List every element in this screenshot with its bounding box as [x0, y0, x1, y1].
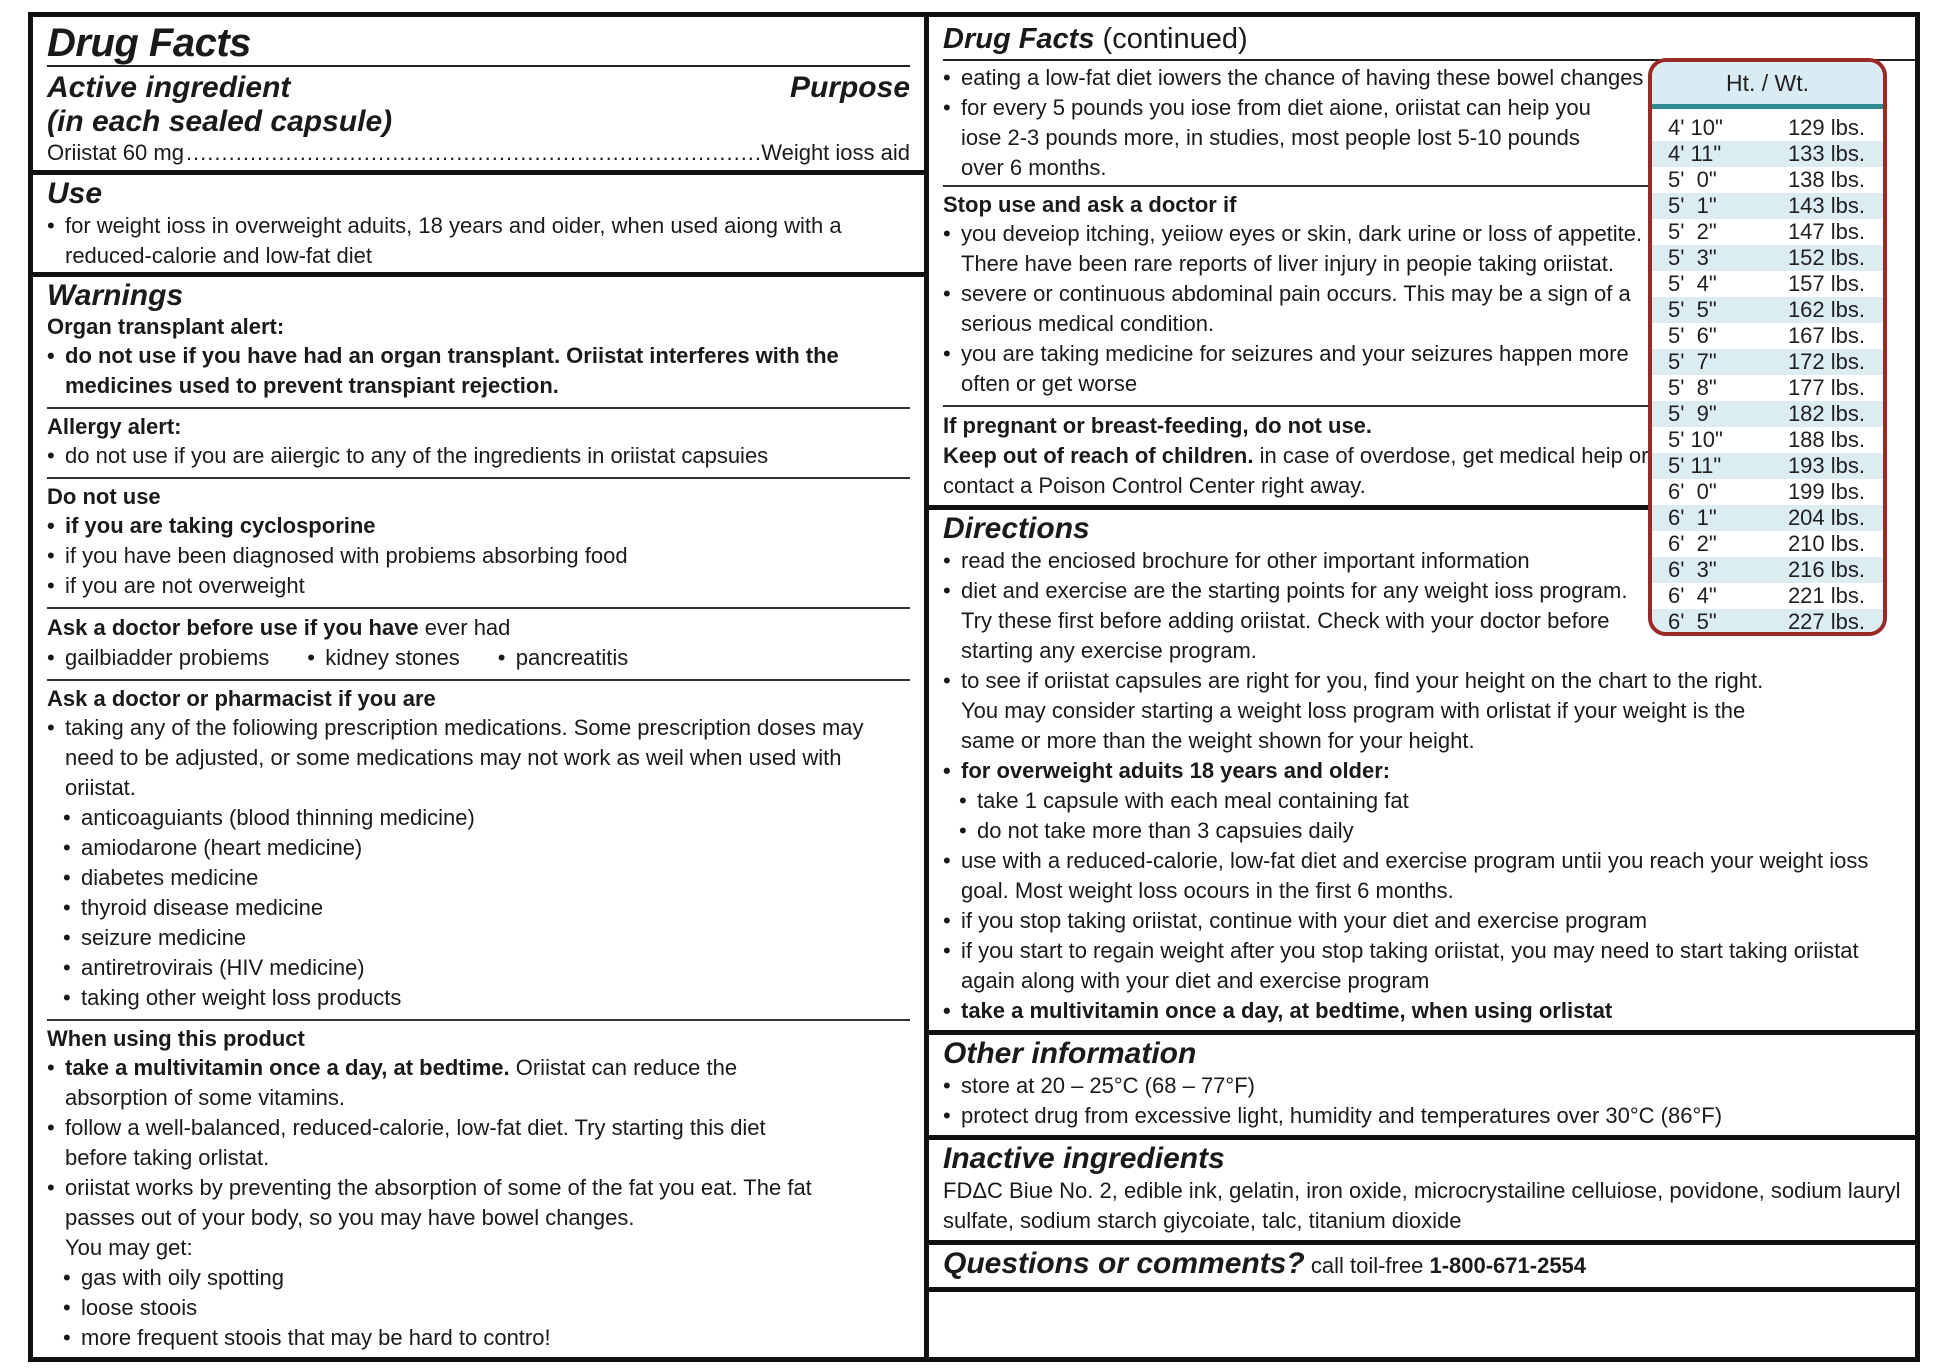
keep-out-of-reach: [943, 441, 1663, 501]
directions-item: • use with a reduced-calorie, low-fat diet and exercise program untii you reach your weight ioss goal. Most weight loss ocours in the first 6 months.: [943, 846, 1901, 906]
dosage-item: • take 1 capsule with each meal containing fat: [943, 786, 1901, 816]
do-not-use-item: • if you have been diagnosed with probiems absorbing food: [47, 541, 910, 571]
stop-use-item: • you deveiop itching, yeiiow eyes or skin, dark urine or loss of appetite. There have been rare reports of liver injury in peopie taking oriistat.: [943, 219, 1663, 279]
weight-cell: 177 lbs.: [1787, 375, 1865, 400]
weight-cell: 210 lbs.: [1787, 531, 1865, 556]
inactive-ingredients-heading: Inactive ingredients: [943, 1142, 1225, 1175]
warnings-section: [33, 277, 924, 1353]
weight-cell: 162 lbs.: [1787, 297, 1865, 322]
weight-cell: 172 lbs.: [1787, 349, 1865, 374]
active-ingredient-heading: Active ingredient: [47, 71, 291, 104]
height-cell: 5' 11": [1668, 453, 1722, 478]
directions-item: • read the enciosed brochure for other important information: [943, 546, 1663, 576]
height-cell: 6' 3": [1668, 557, 1717, 582]
table-row: [1652, 219, 1883, 245]
weight-cell: 147 lbs.: [1787, 219, 1865, 244]
drug-facts-label: [28, 12, 1920, 1362]
do-not-use-item: • if you are taking cyclosporine: [47, 511, 910, 541]
ask-doctor-item: • kidney stones: [307, 643, 460, 673]
use-section: [33, 175, 924, 277]
when-using-item-rest: Oriistat can reduce the absorption of some vitamins.: [65, 1055, 738, 1110]
height-cell: 5' 0": [1668, 167, 1717, 192]
table-row: [1652, 297, 1883, 323]
inactive-ingredients-text: FDΔC Biue No. 2, edible ink, gelatin, iron oxide, microcrystailine celluiose, povidone, sodium lauryl sulfate, sodium starch giycoiate, talc, titanium dioxide: [943, 1178, 1901, 1233]
directions-item: • diet and exercise are the starting points for any weight ioss program. Try these first before adding oriistat. Check with your doctor before starting any exercise program.: [943, 576, 1663, 666]
table-row: [1652, 557, 1883, 583]
when-using-item-bold: take a multivitamin once a day, at bedtime.: [65, 1055, 510, 1080]
ingredient-purpose: Weight ioss aid: [761, 140, 910, 165]
side-effect-item: • loose stoois: [47, 1293, 910, 1323]
weight-cell: 199 lbs.: [1787, 479, 1865, 504]
table-row: [1652, 245, 1883, 271]
table-row: [1652, 453, 1883, 479]
allergy-alert-heading: Allergy alert:: [47, 414, 182, 439]
height-cell: 5' 4": [1668, 271, 1717, 296]
keep-out-rest: in case of overdose, get medical heip or contact a Poison Control Center right away.: [943, 443, 1649, 498]
ask-doctor-heading-rest: ever had: [418, 615, 511, 640]
other-information-section: [929, 1035, 1915, 1140]
table-row: [1652, 323, 1883, 349]
weight-cell: 221 lbs.: [1787, 583, 1865, 608]
height-cell: 6' 5": [1668, 609, 1717, 634]
height-cell: 5' 1": [1668, 193, 1717, 218]
stop-use-item: • severe or continuous abdominal pain occurs. This may be a sign of a serious medical condition.: [943, 279, 1663, 339]
height-cell: 5' 7": [1668, 349, 1717, 374]
height-cell: 5' 2": [1668, 219, 1717, 244]
ask-doctor-item: • pancreatitis: [498, 643, 629, 673]
medication-item: • anticoaguiants (blood thinning medicine): [47, 803, 910, 833]
weight-cell: 129 lbs.: [1787, 115, 1865, 140]
ask-doctor-heading-bold: Ask a doctor before use if you have: [47, 615, 419, 640]
height-cell: 5' 8": [1668, 375, 1717, 400]
height-cell: 5' 6": [1668, 323, 1717, 348]
call-text: call toil-free: [1304, 1253, 1430, 1278]
medication-item: • antiretrovirais (HIV medicine): [47, 953, 910, 983]
height-weight-table: [1648, 58, 1887, 636]
adults-heading: • for overweight aduits 18 years and older:: [943, 756, 1901, 786]
medication-item: • amiodarone (heart medicine): [47, 833, 910, 863]
height-cell: 5' 10": [1668, 427, 1723, 452]
allergy-alert-item: • do not use if you are aiiergic to any of the ingredients in oriistat capsuies: [47, 441, 910, 471]
ingredient-row: [47, 139, 910, 167]
ask-pharmacist-item: • taking any of the foliowing prescription medications. Some prescription doses may need to be adjusted, or some medications may not work as weil when used with oriistat.: [47, 713, 910, 803]
ask-doctor-list: [47, 643, 910, 673]
table-row: [1652, 167, 1883, 193]
when-using-item: [47, 1053, 910, 1113]
when-using-item: • oriistat works by preventing the absorption of some of the fat you eat. The fat passes out of your body, so you may have bowel changes.: [47, 1173, 910, 1233]
continued-item: • eating a low-fat diet iowers the chance of having these bowel changes: [943, 63, 1663, 93]
medication-item: • seizure medicine: [47, 923, 910, 953]
weight-cell: 157 lbs.: [1787, 271, 1865, 296]
phone-number[interactable]: 1-800-671-2554: [1429, 1253, 1587, 1278]
weight-cell: 204 lbs.: [1787, 505, 1865, 530]
height-cell: 5' 9": [1668, 401, 1717, 426]
height-cell: 6' 4": [1668, 583, 1717, 608]
when-using-heading: When using this product: [47, 1026, 305, 1051]
directions-item: • to see if oriistat capsules are right for you, find your height on the chart to the right. You may consider starting a weight loss program with orlistat if your weight is the same or more than the weight shown for your height.: [943, 666, 1781, 756]
do-not-use-heading: Do not use: [47, 484, 161, 509]
weight-cell: 216 lbs.: [1787, 557, 1865, 582]
weight-cell: 138 lbs.: [1787, 167, 1865, 192]
height-weight-header: Ht. / Wt.: [1652, 62, 1883, 109]
medication-item: • thyroid disease medicine: [47, 893, 910, 923]
height-cell: 4' 11": [1668, 141, 1722, 166]
pregnancy-warning: If pregnant or breast-feeding, do not use.: [943, 413, 1373, 438]
multivitamin-item: • take a multivitamin once a day, at bedtime, when using orlistat: [943, 996, 1901, 1026]
side-effect-item: • gas with oily spotting: [47, 1263, 910, 1293]
weight-cell: 227 lbs.: [1787, 609, 1865, 634]
weight-cell: 152 lbs.: [1787, 245, 1865, 270]
height-cell: 6' 2": [1668, 531, 1717, 556]
active-ingredient-subheading: (in each sealed capsule): [47, 105, 393, 138]
ask-doctor-item: • gailbiadder probiems: [47, 643, 269, 673]
weight-cell: 133 lbs.: [1787, 141, 1865, 166]
questions-heading: Questions or comments?: [943, 1247, 1305, 1280]
weight-cell: 143 lbs.: [1787, 193, 1865, 218]
label-title: Drug Facts: [47, 21, 251, 65]
dosage-item: • do not take more than 3 capsuies daily: [943, 816, 1901, 846]
ask-pharmacist-heading: Ask a doctor or pharmacist if you are: [47, 686, 436, 711]
height-cell: 5' 5": [1668, 297, 1717, 322]
stop-use-heading: Stop use and ask a doctor if: [943, 192, 1237, 217]
inactive-ingredients-section: [929, 1140, 1915, 1245]
side-effect-item: • more frequent stoois that may be hard to contro!: [47, 1323, 910, 1353]
directions-item: • if you stop taking oriistat, continue with your diet and exercise program: [943, 906, 1901, 936]
do-not-use-item: • if you are not overweight: [47, 571, 910, 601]
when-using-item: • follow a well-balanced, reduced-calorie, low-fat diet. Try starting this diet before taking orlistat.: [47, 1113, 910, 1173]
you-may-get-label: You may get:: [65, 1235, 193, 1260]
purpose-heading: Purpose: [789, 71, 910, 104]
ask-doctor-heading: [47, 613, 910, 643]
stop-use-item: • you are taking medicine for seizures and your seizures happen more often or get worse: [943, 339, 1663, 399]
medication-item: • taking other weight loss products: [47, 983, 910, 1013]
other-information-item: • protect drug from excessive light, humidity and temperatures over 30°C (86°F): [943, 1101, 1901, 1131]
left-column: [33, 17, 929, 1357]
use-item: • for weight ioss in overweight aduits, 18 years and oider, when used aiong with a reduced-calorie and low-fat diet: [47, 211, 910, 271]
weight-cell: 193 lbs.: [1787, 453, 1865, 478]
table-row: [1652, 583, 1883, 609]
table-row: [1652, 427, 1883, 453]
height-cell: 6' 1": [1668, 505, 1717, 530]
organ-transplant-item: • do not use if you have had an organ transplant. Oriistat interferes with the medicines used to prevent transpiant rejection.: [47, 341, 910, 401]
other-information-item: • store at 20 – 25°C (68 – 77°F): [943, 1071, 1901, 1101]
continued-title: [943, 19, 1915, 59]
ingredient-name: Oriistat 60 mg: [47, 140, 184, 165]
table-row: [1652, 141, 1883, 167]
table-row: [1652, 271, 1883, 297]
height-cell: 4' 10": [1668, 115, 1723, 140]
questions-line: [943, 1247, 1901, 1281]
medication-item: • diabetes medicine: [47, 863, 910, 893]
dot-leader: [186, 139, 759, 167]
continued-item: • for every 5 pounds you iose from diet aione, oriistat can heip you iose 2-3 pounds more, in studies, most people lost 5-10 pounds over 6 months.: [943, 93, 1663, 183]
weight-cell: 167 lbs.: [1787, 323, 1865, 348]
table-row: [1652, 115, 1883, 141]
table-row: [1652, 193, 1883, 219]
table-row: [1652, 609, 1883, 635]
use-heading: Use: [47, 177, 103, 210]
table-row: [1652, 375, 1883, 401]
keep-out-bold: Keep out of reach of children.: [943, 443, 1254, 468]
other-information-heading: Other information: [943, 1037, 1197, 1070]
directions-item: • if you start to regain weight after you stop taking oriistat, you may need to start taking oriistat again along with your diet and exercise program: [943, 936, 1901, 996]
table-row: [1652, 531, 1883, 557]
height-cell: 5' 3": [1668, 245, 1717, 270]
organ-transplant-heading: Organ transplant alert:: [47, 314, 285, 339]
table-row: [1652, 401, 1883, 427]
continued-title-rest: (continued): [1094, 23, 1248, 55]
weight-cell: 182 lbs.: [1787, 401, 1865, 426]
height-cell: 6' 0": [1668, 479, 1717, 504]
active-ingredient-header: [47, 71, 910, 139]
warnings-heading: Warnings: [47, 279, 184, 312]
weight-cell: 188 lbs.: [1787, 427, 1865, 452]
directions-heading: Directions: [943, 512, 1090, 545]
questions-section: [929, 1245, 1915, 1292]
height-weight-rows: [1652, 109, 1883, 635]
active-ingredient-section: [33, 17, 924, 175]
continued-title-bold: Drug Facts: [943, 23, 1095, 55]
table-row: [1652, 479, 1883, 505]
table-row: [1652, 505, 1883, 531]
table-row: [1652, 349, 1883, 375]
